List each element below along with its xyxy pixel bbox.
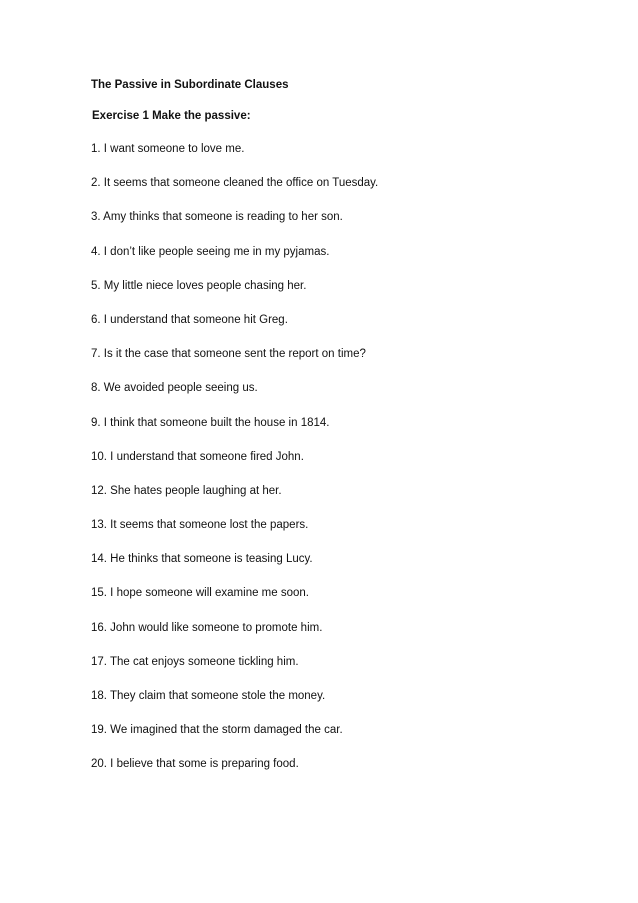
exercise-item: 19. We imagined that the storm damaged the car. <box>91 724 343 737</box>
exercise-item: 1. I want someone to love me. <box>91 143 245 155</box>
document-title: The Passive in Subordinate Clauses <box>91 79 289 91</box>
exercise-item: 13. It seems that someone lost the papers. <box>91 519 309 532</box>
exercise-item: 2. It seems that someone cleaned the office on Tuesday. <box>91 177 379 190</box>
exercise-item: 17. The cat enjoys someone tickling him. <box>91 655 299 668</box>
exercise-item: 16. John would like someone to promote him. <box>91 621 323 634</box>
exercise-item: 8. We avoided people seeing us. <box>91 382 258 395</box>
exercise-item: 15. I hope someone will examine me soon. <box>91 587 309 600</box>
exercise-item: 5. My little niece loves people chasing her. <box>91 279 307 292</box>
exercise-item: 12. She hates people laughing at her. <box>91 484 282 497</box>
exercise-heading: Exercise 1 Make the passive: <box>92 110 251 122</box>
exercise-item: 20. I believe that some is preparing food. <box>91 758 299 771</box>
exercise-item: 10. I understand that someone fired John. <box>91 450 304 463</box>
exercise-item: 4. I don’t like people seeing me in my pyjamas. <box>91 245 330 258</box>
exercise-item: 9. I think that someone built the house in 1814. <box>91 416 330 429</box>
exercise-item: 18. They claim that someone stole the money. <box>91 690 326 702</box>
exercise-list <box>91 142 378 792</box>
exercise-item: 3. Amy thinks that someone is reading to her son. <box>91 211 343 224</box>
exercise-item: 6. I understand that someone hit Greg. <box>91 313 288 326</box>
exercise-item: 14. He thinks that someone is teasing Lucy. <box>91 553 313 566</box>
exercise-item: 7. Is it the case that someone sent the report on time? <box>91 348 366 361</box>
